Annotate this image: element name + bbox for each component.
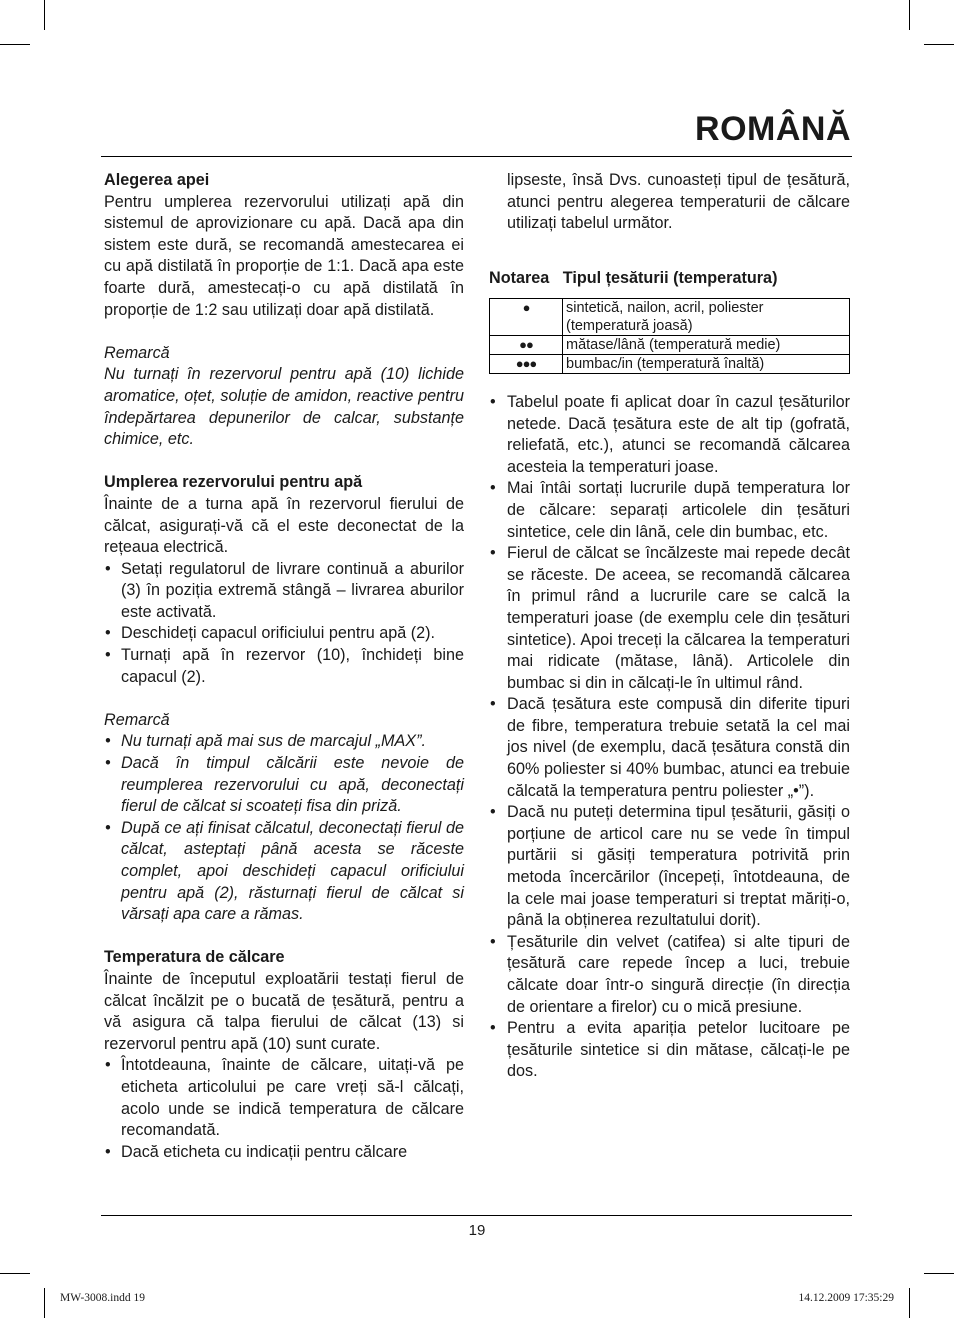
- list-item: • Dacă țesătura este compusă din diferite tipuri de fibre, temperatura trebuie setată la cel mai jos nivel (de exemplu, dacă țesătura constă din 60% poliester si 40% bumbac, atunci ea trebuie călcată la temperatura pentru poliester „•”).: [489, 694, 850, 802]
- list-item: • Întotdeauna, înainte de călcare, uitați-vă pe eticheta articolului pe care vreți să-l călcați, acolo unde se indică temperatura de călcare recomandată.: [104, 1055, 464, 1141]
- language-title: ROMÂNĂ: [695, 110, 851, 148]
- crop-mark: [44, 1288, 45, 1318]
- table-cell-symbol: ●●●: [490, 354, 563, 373]
- table-header-col1: Notarea: [489, 269, 550, 288]
- fill-steps-list: [104, 559, 464, 689]
- note-title: Remarcă: [104, 710, 170, 729]
- table-cell-fabric: mătase/lână (temperatură medie): [563, 335, 850, 354]
- note-list: [104, 731, 464, 925]
- list-item: • Dacă în timpul călcării este nevoie de reumplerea rezervorului cu apă, deconectați fierul de călcat si scoateți fisa din priză.: [104, 753, 464, 818]
- table-cell-symbol: ●: [490, 298, 563, 335]
- crop-mark: [0, 44, 30, 45]
- temperature-list: [104, 1055, 464, 1163]
- crop-mark: [909, 0, 910, 30]
- table-cell-fabric: sintetică, nailon, acril, poliester (temperatură joasă): [563, 298, 850, 335]
- crop-mark: [924, 44, 954, 45]
- fabric-table: [489, 298, 850, 374]
- list-item: • Fierul de călcat se încălzeste mai repede decât se răceste. De aceea, se recomandă călcarea în primul rând a lucrurile care se calcă la temperaturi joase (de exemplu cele din țesături sintetice). Apoi treceți la călcarea la temperaturi mai ridicate (mătase, lână). Articolele din bumbac si din in călcați-le în ultimul rând.: [489, 543, 850, 694]
- ironing-tips-list: [489, 392, 850, 1083]
- file-name: MW-3008.indd 19: [60, 1292, 145, 1304]
- page-number: 19: [468, 1222, 486, 1239]
- section-text-water: Pentru umplerea rezervorului utilizați apă din sistemul de aprovizionare cu apă. Dacă apa din sistem este dură, se recomandă amestecarea ei cu apă distilată în proporție de 1:1. Dacă apa este foarte dură, amestecați-o cu apă distilată în proporție de 1:2 sau utilizați doar apă distilată.: [104, 192, 464, 319]
- crop-mark: [0, 1273, 30, 1274]
- list-item: • Turnați apă în rezervor (10), închideți bine capacul (2).: [104, 645, 464, 688]
- print-timestamp: 14.12.2009 17:35:29: [798, 1292, 894, 1304]
- list-item: • Deschideți capacul orificiului pentru apă (2).: [104, 623, 464, 645]
- list-item: • Nu turnați apă mai sus de marcajul „MAX”.: [104, 731, 464, 753]
- section-text-fill: Înainte de a turna apă în rezervorul fierului de călcat, asigurați-vă că el este deconectat de la rețeaua electrică.: [104, 494, 464, 557]
- crop-mark: [924, 1273, 954, 1274]
- continuation-text: lipseste, însă Dvs. cunoasteți tipul de țesătură, atunci pentru alegerea temperaturii de călcare utilizați tabelul următor.: [507, 171, 850, 233]
- note-text: Nu turnați în rezervorul pentru apă (10) lichide aromatice, oțet, soluție de amidon, reactive pentru îndepărtarea depunerilor de calcar, substanțe chimice, etc.: [104, 365, 464, 449]
- table-row: [490, 298, 850, 335]
- table-cell-symbol: ●●: [490, 335, 563, 354]
- list-item: • Țesăturile din velvet (catifea) si alte tipuri de țesătură care repede încep a luci, trebuie călcate doar într-o singură direcție (în direcția de orientare a firelor) cu o mică presiune.: [489, 932, 850, 1018]
- table-header: [489, 268, 850, 290]
- list-item: • Dacă nu puteți determina tipul țesăturii, găsiți o porțiune de articol care nu se vede în timpul purtării si găsiți temperatura potrivită prin metoda încercărilor (începeți, întotdeauna, de la cele mai joase temperaturi si treptat măriți-o, până la obținerea rezultatului dorit).: [489, 802, 850, 932]
- table-header-col2: Tipul țesăturii (temperatura): [562, 269, 778, 288]
- note-title: Remarcă: [104, 343, 170, 362]
- section-heading-fill: Umplerea rezervorului pentru apă: [104, 473, 363, 492]
- footer-rule: [101, 1215, 852, 1216]
- table-cell-fabric: bumbac/in (temperatură înaltă): [563, 354, 850, 373]
- list-item: • Setați regulatorul de livrare continuă a aburilor (3) în poziția extremă stângă – livrarea aburilor este activată.: [104, 559, 464, 624]
- left-column: [104, 170, 464, 1163]
- crop-mark: [909, 1288, 910, 1318]
- list-item: • Mai întâi sortați lucrurile după temperatura lor de călcare: separați articolele din țesături sintetice, cele din lână, cele din bumbac, etc.: [489, 478, 850, 543]
- list-item: • Tabelul poate fi aplicat doar în cazul țesăturilor netede. Dacă țesătura este de alt tip (gofrată, reliefată, etc.), atunci se recomandă călcarea acesteia la temperaturi joase.: [489, 392, 850, 478]
- section-text-temperature: Înainte de începutul exploatării testați fierul de călcat încălzit pe o bucată de țesătură, pentru a vă asigura că talpa fierului de călcat (13) si rezervorul pentru apă (10) sunt curate.: [104, 969, 464, 1053]
- crop-mark: [44, 0, 45, 30]
- section-heading-water: Alegerea apei: [104, 171, 210, 189]
- list-item: • După ce ați finisat călcatul, deconectați fierul de călcat, asteptați până acesta se răceste complet, apoi deschideți capacul orificiului pentru apă (2), răsturnați fierul de călcat si vărsați apa care a rămas.: [104, 818, 464, 926]
- right-column: [489, 170, 850, 1083]
- section-heading-temperature: Temperatura de călcare: [104, 948, 285, 967]
- list-item: • Dacă eticheta cu indicații pentru călcare: [104, 1142, 464, 1164]
- table-row: [490, 354, 850, 373]
- list-item: • Pentru a evita apariția petelor lucitoare pe țesăturile sintetice si din mătase, călcați-le pe dos.: [489, 1018, 850, 1083]
- table-row: [490, 335, 850, 354]
- header-rule: [101, 156, 852, 157]
